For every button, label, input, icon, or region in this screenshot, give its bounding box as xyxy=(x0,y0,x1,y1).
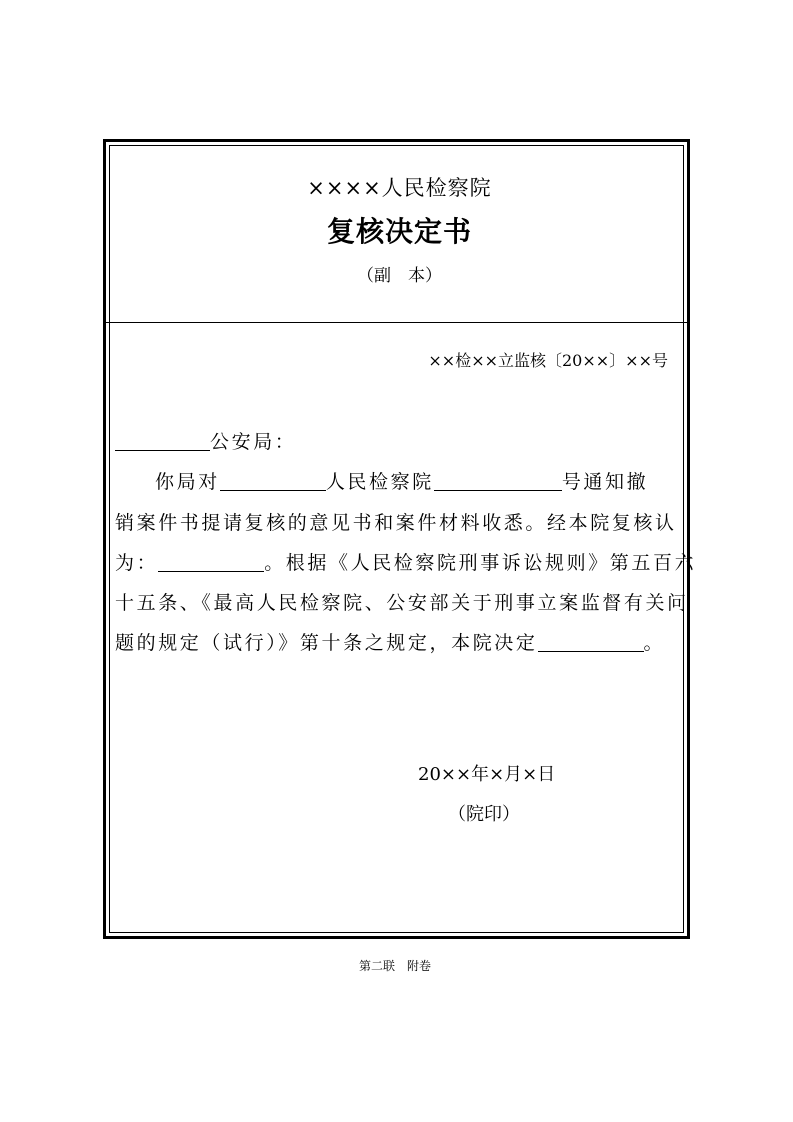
body-line-5 xyxy=(115,628,665,655)
body-line-2 xyxy=(115,508,677,535)
body-line-3 xyxy=(115,548,696,575)
public-security-bureau-blank xyxy=(220,470,326,491)
copy-note: （副 本） xyxy=(357,266,442,286)
body-line-4-text: 十五条、《最高人民检察院、公安部关于刑事立案监督有关问 xyxy=(115,592,689,614)
document-title: 复核决定书 xyxy=(326,215,472,248)
addressee-line xyxy=(115,427,296,454)
body-line-3-a: 为： xyxy=(115,552,159,574)
signature-seal: （院印） xyxy=(448,804,520,825)
header-divider xyxy=(106,322,687,323)
document-number-blank xyxy=(434,470,562,491)
body-line-4 xyxy=(115,588,689,615)
body-line-1-b: 人民检察院 xyxy=(325,471,434,493)
review-opinion-blank xyxy=(158,551,264,572)
signature-date: 20××年×月×日 xyxy=(418,764,556,785)
copy-label: 第二联 附卷 xyxy=(359,959,432,973)
body-line-5-b: 。 xyxy=(643,632,666,654)
addressee-suffix: 公安局： xyxy=(210,431,297,453)
addressee-blank xyxy=(115,430,210,451)
body-line-3-b: 。根据《人民检察院刑事诉讼规则》第五百六 xyxy=(264,552,697,574)
body-line-2-text: 销案件书提请复核的意见书和案件材料收悉。经本院复核认 xyxy=(115,512,677,534)
body-line-5-a: 题的规定（试行）》第十条之规定，本院决定 xyxy=(115,632,538,654)
document-frame xyxy=(103,139,697,939)
body-line-1-c: 号通知撤 xyxy=(561,471,649,493)
body-line-1 xyxy=(155,467,648,494)
organization-name: ××××人民检察院 xyxy=(307,176,492,200)
body-line-1-a: 你局对 xyxy=(155,471,220,493)
decision-blank xyxy=(538,631,644,652)
document-number: ××检××立监核〔20××〕××号 xyxy=(428,351,668,370)
